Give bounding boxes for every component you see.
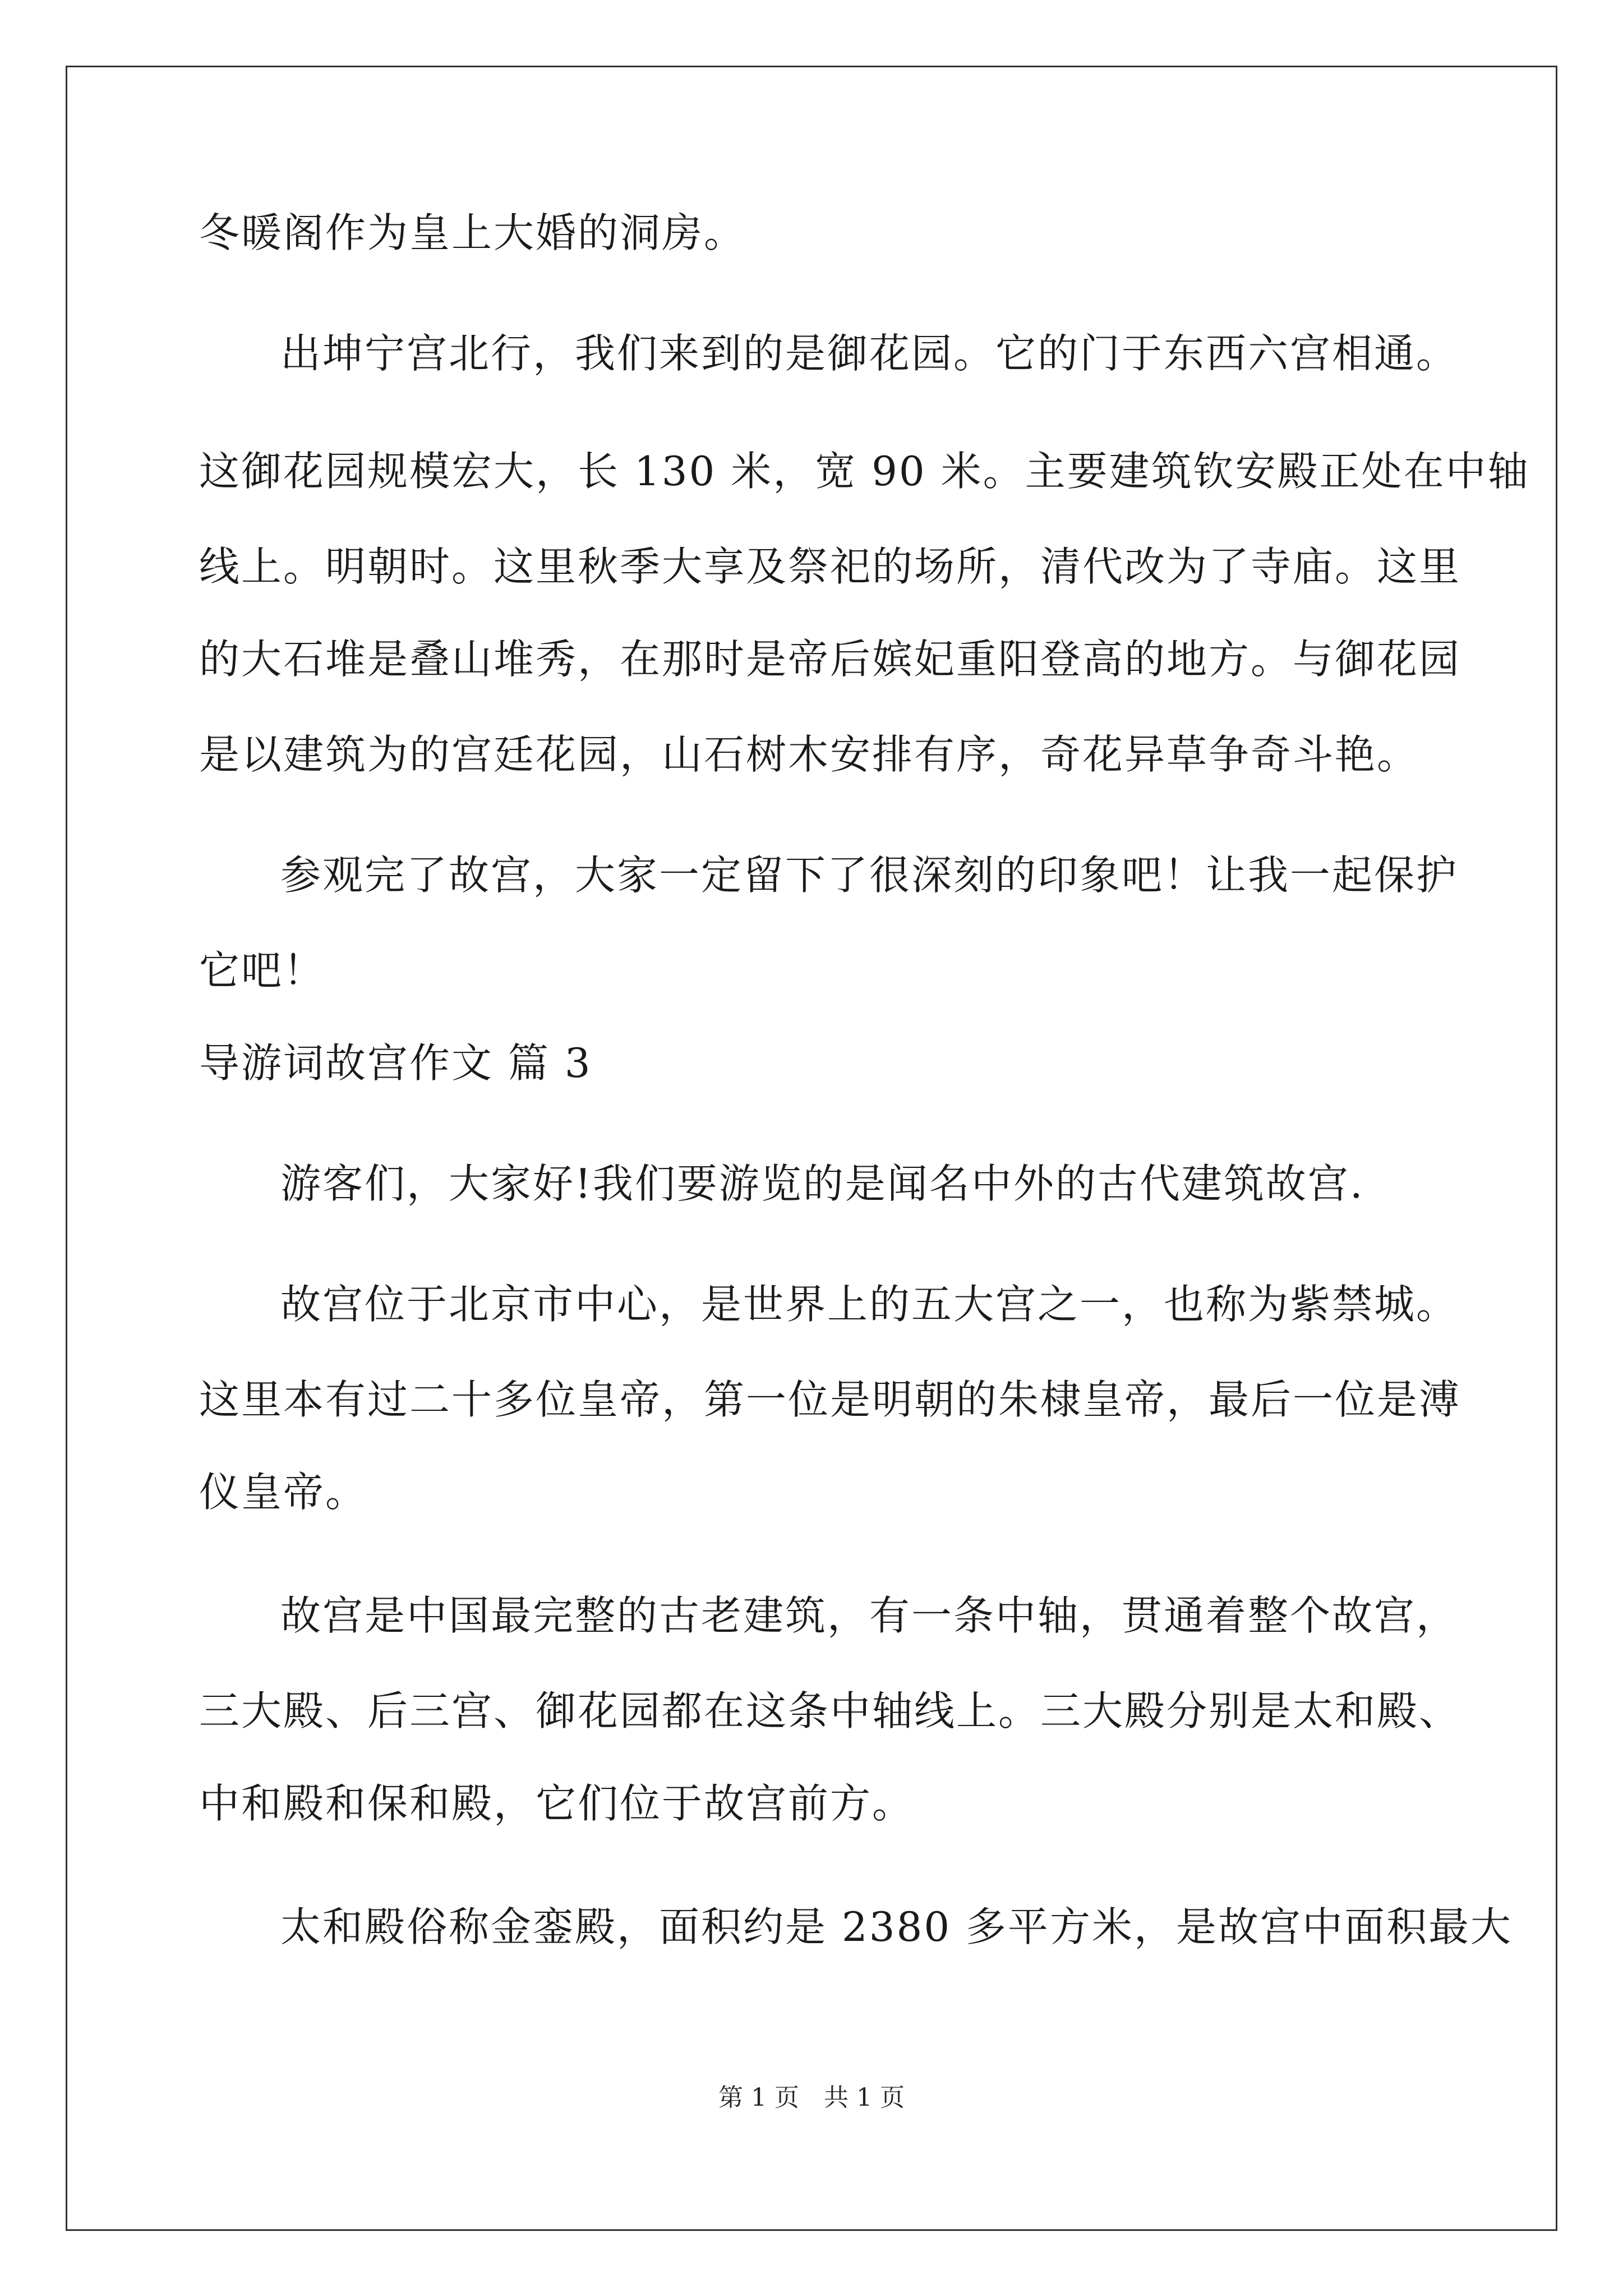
paragraph-line: 故宫是中国最完整的古老建筑，有一条中轴，贯通着整个故宫， xyxy=(280,1592,1459,1639)
paragraph-line: 的大石堆是叠山堆秀，在那时是帝后嫔妃重阳登高的地方。与御花园 xyxy=(199,636,1461,683)
paragraph-line: 出坤宁宫北行，我们来到的是御花园。它的门于东西六宫相通。 xyxy=(280,330,1459,377)
paragraph-line: 参观完了故宫，大家一定留下了很深刻的印象吧！让我一起保护 xyxy=(280,852,1459,899)
paragraph-line: 它吧！ xyxy=(199,947,326,994)
section-heading: 导游词故宫作文 篇 3 xyxy=(199,1039,592,1087)
paragraph-line: 这御花园规模宏大，长 130 米，宽 90 米。主要建筑钦安殿正处在中轴 xyxy=(199,448,1530,495)
page-number: 第 1 页 共 1 页 xyxy=(718,2083,905,2112)
paragraph-line: 仪皇帝。 xyxy=(199,1469,368,1516)
paragraph-line: 故宫位于北京市中心，是世界上的五大宫之一，也称为紫禁城。 xyxy=(280,1281,1459,1328)
paragraph-line: 线上。明朝时。这里秋季大享及祭祀的场所，清代改为了寺庙。这里 xyxy=(199,543,1461,590)
paragraph-line: 冬暖阁作为皇上大婚的洞房。 xyxy=(199,209,746,256)
paragraph-line: 游客们，大家好!我们要游览的是闻名中外的古代建筑故宫. xyxy=(280,1160,1364,1207)
paragraph-line: 这里本有过二十多位皇帝，第一位是明朝的朱棣皇帝，最后一位是溥 xyxy=(199,1376,1461,1423)
paragraph-line: 中和殿和保和殿，它们位于故宫前方。 xyxy=(199,1780,915,1827)
paragraph-line: 太和殿俗称金銮殿，面积约是 2380 多平方米，是故宫中面积最大 xyxy=(280,1903,1513,1950)
paragraph-line: 是以建筑为的宫廷花园，山石树木安排有序，奇花异草争奇斗艳。 xyxy=(199,731,1419,778)
paragraph-line: 三大殿、后三宫、御花园都在这条中轴线上。三大殿分别是太和殿、 xyxy=(199,1687,1461,1734)
